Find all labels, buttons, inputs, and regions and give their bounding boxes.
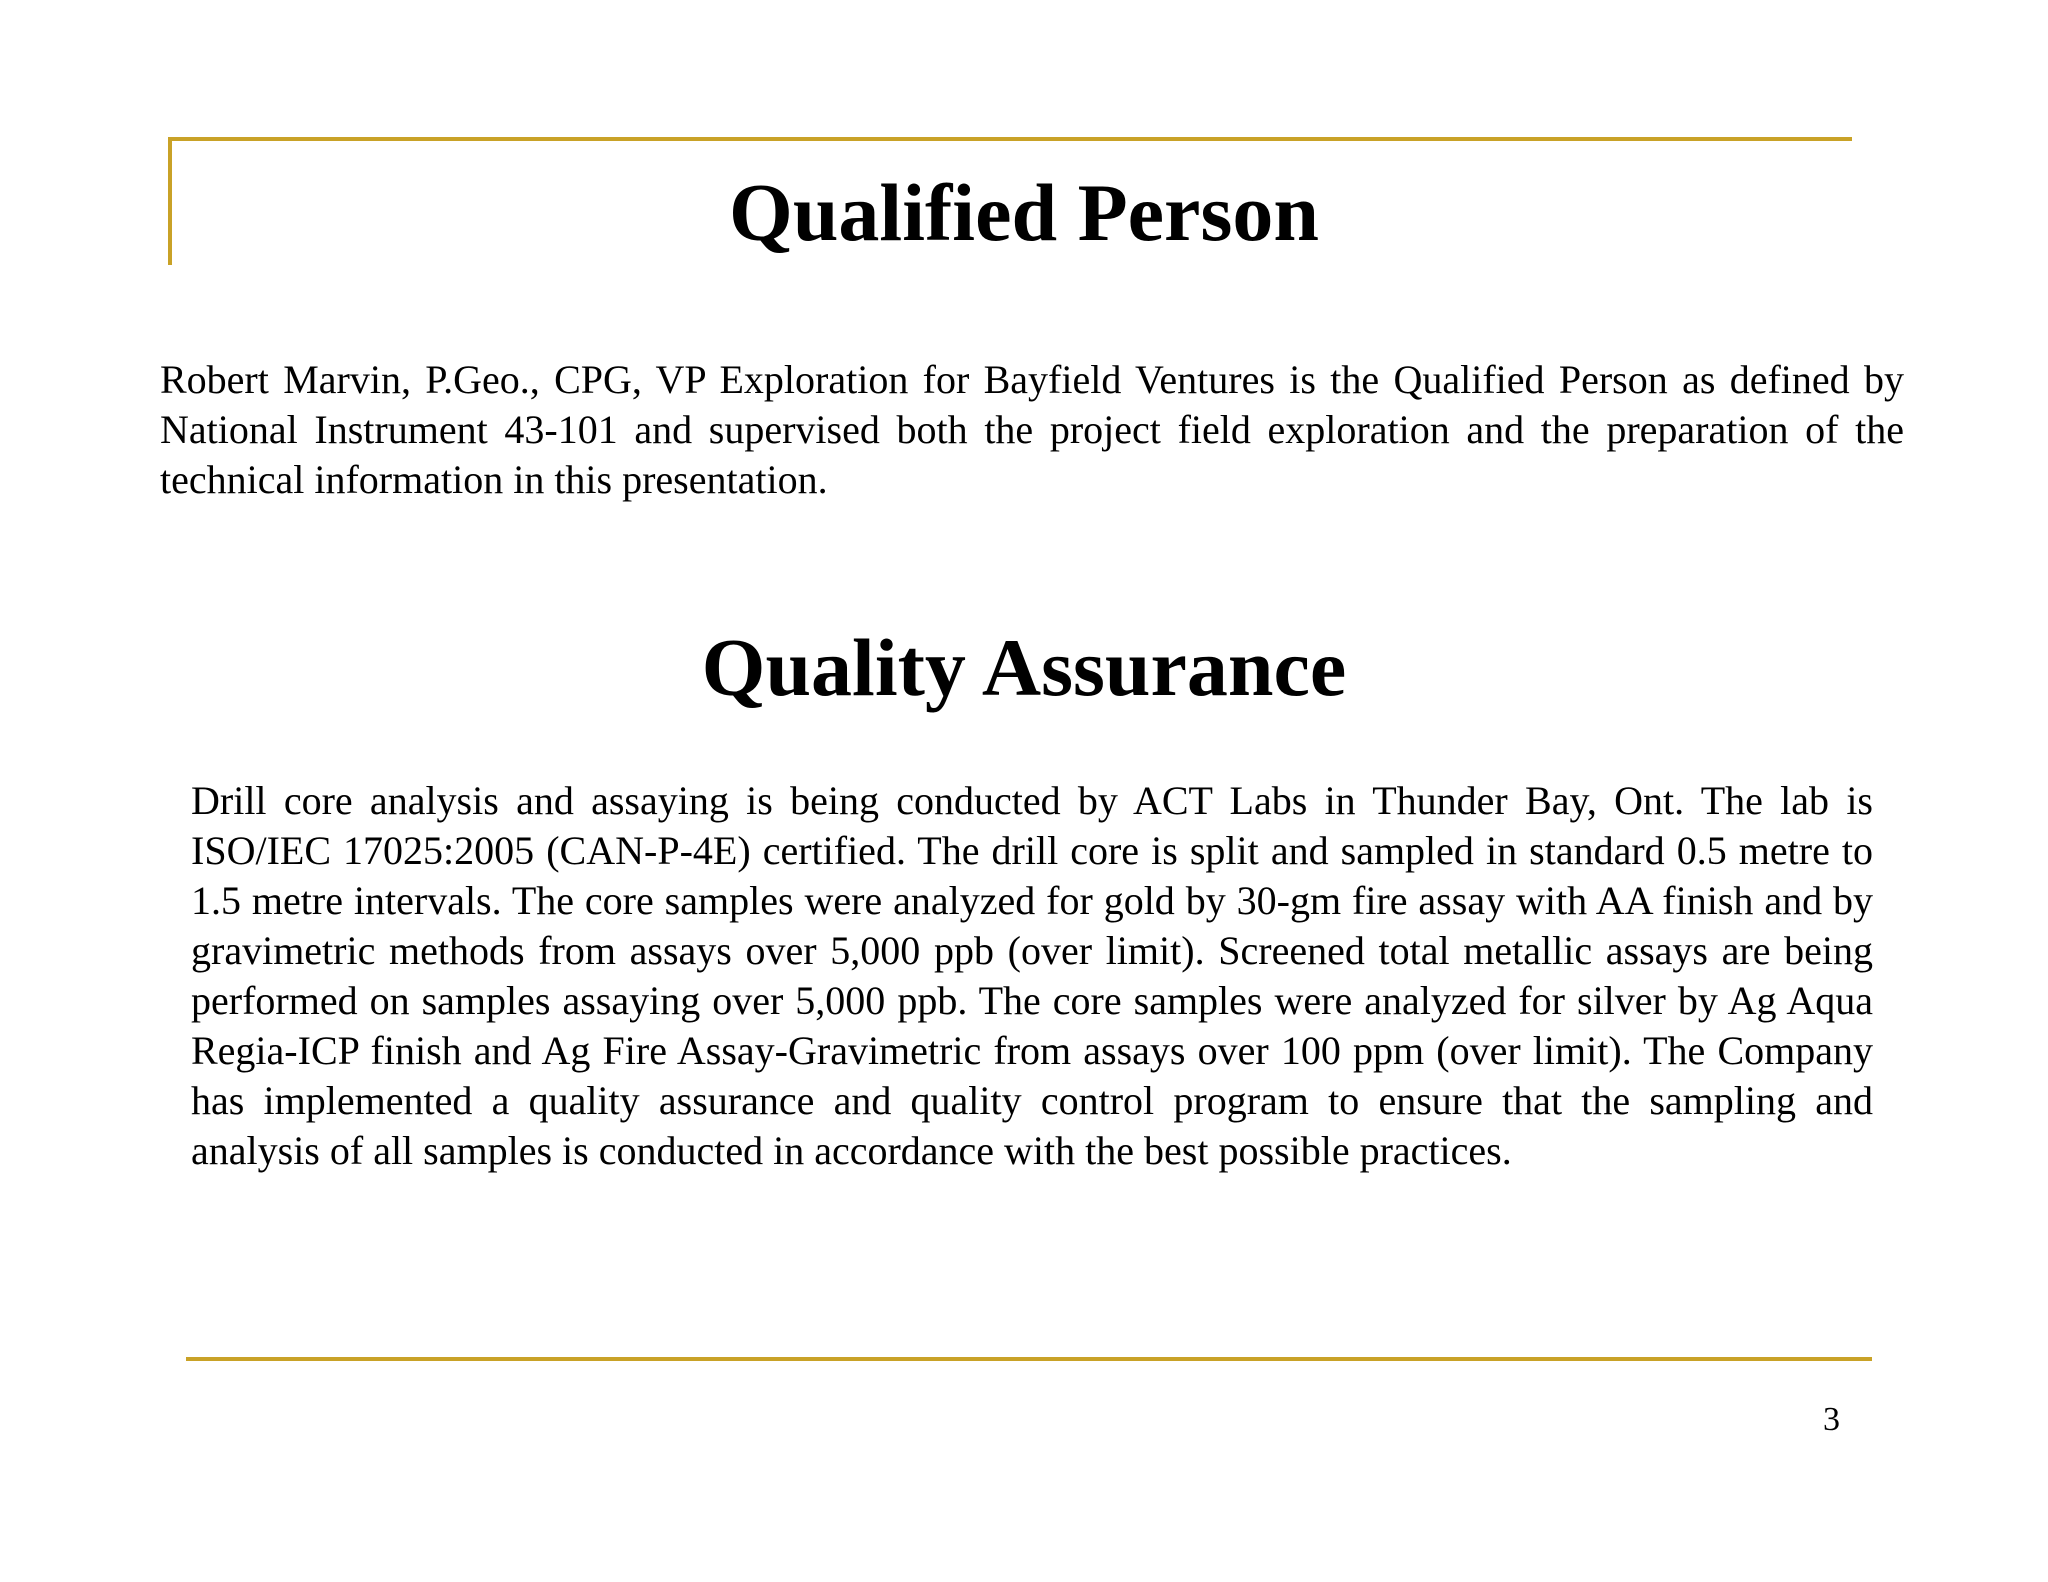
footer-rule: [186, 1357, 1872, 1361]
qualified-person-paragraph: Robert Marvin, P.Geo., CPG, VP Exploration for Bayfield Ventures is the Qualified Person as defined by National Instrument 43-101 and supervised both the project field exploration and the preparation of the technical information in this presentation.: [160, 357, 1904, 502]
page-number: 3: [1823, 1401, 1840, 1438]
qualified-person-heading: Qualified Person: [729, 167, 1319, 258]
quality-assurance-paragraph: Drill core analysis and assaying is being conducted by ACT Labs in Thunder Bay, Ont. The lab is ISO/IEC 17025:2005 (CAN-P-4E) certified. The drill core is split and sampled in standard 0.5 metre to 1.5 metre intervals. The core samples were analyzed for gold by 30-gm fire assay with AA finish and by gravimetric methods from assays over 5,000 ppb (over limit). Screened total metallic assays are being performed on samples assaying over 5,000 ppb. The core samples were analyzed for silver by Ag Aqua Regia-ICP finish and Ag Fire Assay-Gravimetric from assays over 100 ppm (over limit). The Company has implemented a quality assurance and quality control program to ensure that the sampling and analysis of all samples is conducted in accordance with the best possible practices.: [191, 778, 1873, 1173]
quality-assurance-heading: Quality Assurance: [701, 622, 1347, 713]
title-frame-top-rule: [168, 137, 1852, 141]
